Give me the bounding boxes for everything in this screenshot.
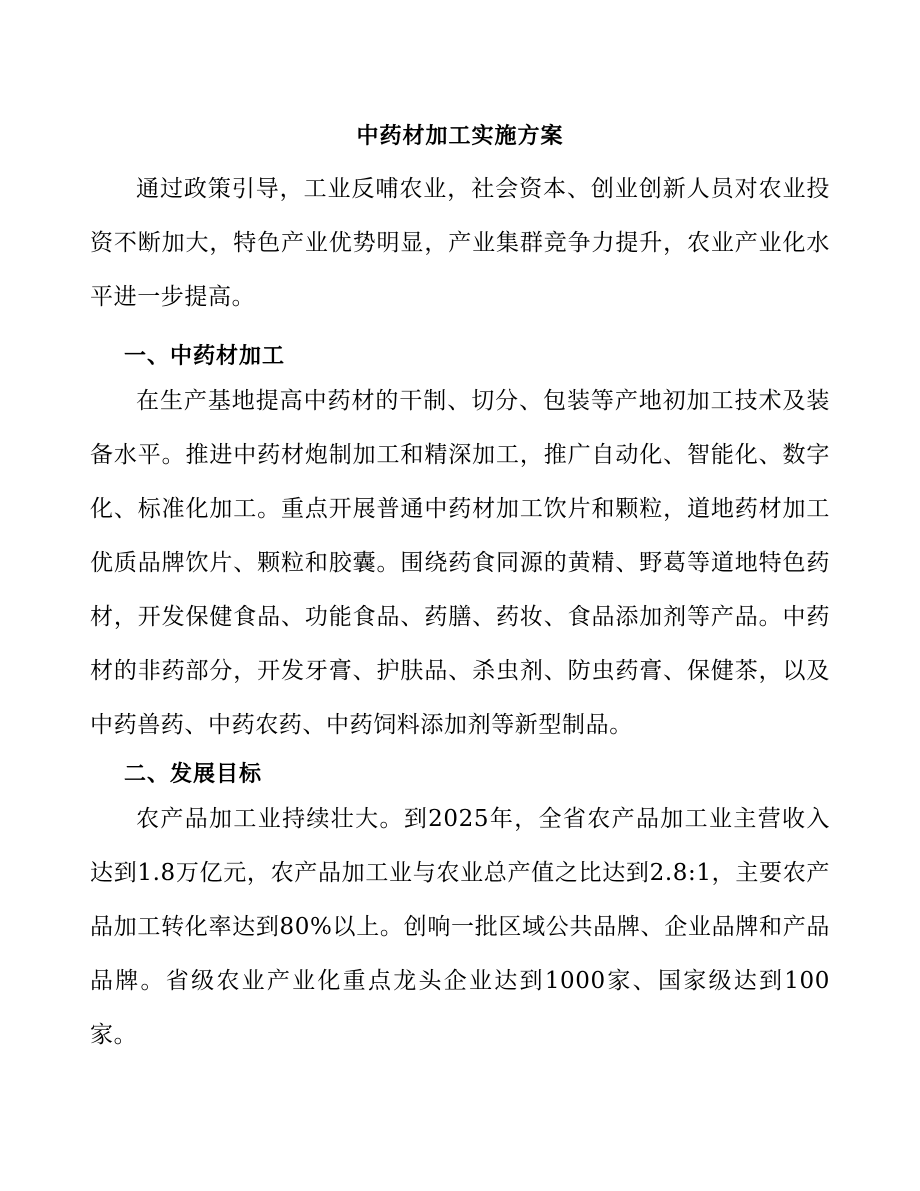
section-heading-goals: 二、发展目标 [124, 761, 263, 787]
intro-paragraph: 通过政策引导，工业反哺农业，社会资本、创业创新人员对农业投资不断加大，特色产业优势明显，产业集群竞争力提升，农业产业化水平进一步提高。 [90, 176, 830, 310]
section-body-processing: 在生产基地提高中药材的干制、切分、包装等产地初加工技术及装备水平。推进中药材炮制加工和精深加工，推广自动化、智能化、数字化、标准化加工。重点开展普通中药材加工饮片和颗粒，道地药材加工优质品牌饮片、颗粒和胶囊。围绕药食同源的黄精、野葛等道地特色药材，开发保健食品、功能食品、药膳、药妆、食品添加剂等产品。中药材的非药部分，开发牙膏、护肤品、杀虫剂、防虫药膏、保健茶，以及中药兽药、中药农药、中药饲料添加剂等新型制品。 [90, 388, 830, 738]
section-body-goals: 农产品加工业持续壮大。到2025年，全省农产品加工业主营收入达到1.8万亿元，农产品加工业与农业总产值之比达到2.8:1，主要农产品加工转化率达到80%以上。创响一批区域公共品牌、企业品牌和产品品牌。省级农业产业化重点龙头企业达到1000家、国家级达到100家。 [90, 806, 830, 1048]
document-title: 中药材加工实施方案 [356, 123, 564, 149]
section-heading-processing: 一、中药材加工 [124, 343, 286, 369]
